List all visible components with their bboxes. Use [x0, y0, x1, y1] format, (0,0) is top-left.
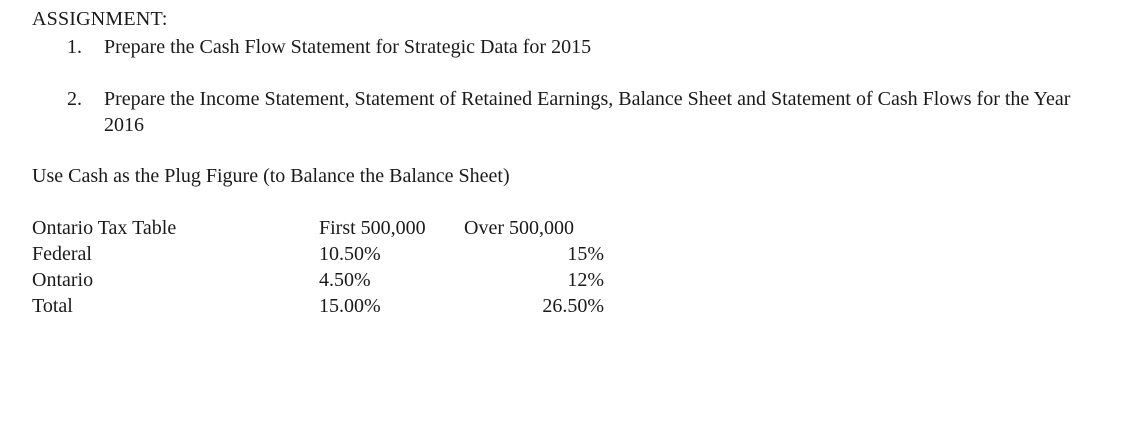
row-label-ontario: Ontario [32, 269, 94, 291]
item-number: 2. [67, 88, 82, 110]
row-label-total: Total [32, 295, 73, 317]
plug-figure-note: Use Cash as the Plug Figure (to Balance the Balance Sheet) [32, 165, 510, 187]
ontario-tax-table [32, 215, 612, 319]
column-header-over: Over 500,000 [464, 217, 574, 239]
table-row [32, 267, 612, 293]
item-text: Prepare the Cash Flow Statement for Strategic Data for 2015 [104, 36, 592, 58]
table-row [32, 241, 612, 267]
federal-first-rate: 10.50% [319, 243, 381, 265]
column-header-first: First 500,000 [319, 217, 426, 239]
tax-table-header-row [32, 215, 612, 241]
total-first-rate: 15.00% [319, 295, 381, 317]
tax-table-title: Ontario Tax Table [32, 217, 177, 239]
item-text: Prepare the Income Statement, Statement of Retained Earnings, Balance Sheet and Statement of Cash Flows for the Year 2016 [104, 88, 1071, 136]
total-over-rate: 26.50% [542, 295, 604, 317]
table-row [32, 293, 612, 319]
ontario-first-rate: 4.50% [319, 269, 371, 291]
assignment-item-2 [67, 86, 1084, 138]
ontario-over-rate: 12% [567, 269, 604, 291]
row-label-federal: Federal [32, 243, 92, 265]
item-number: 1. [67, 36, 82, 58]
assignment-item-1 [67, 34, 591, 60]
federal-over-rate: 15% [567, 243, 604, 265]
assignment-heading: ASSIGNMENT: [32, 8, 168, 30]
